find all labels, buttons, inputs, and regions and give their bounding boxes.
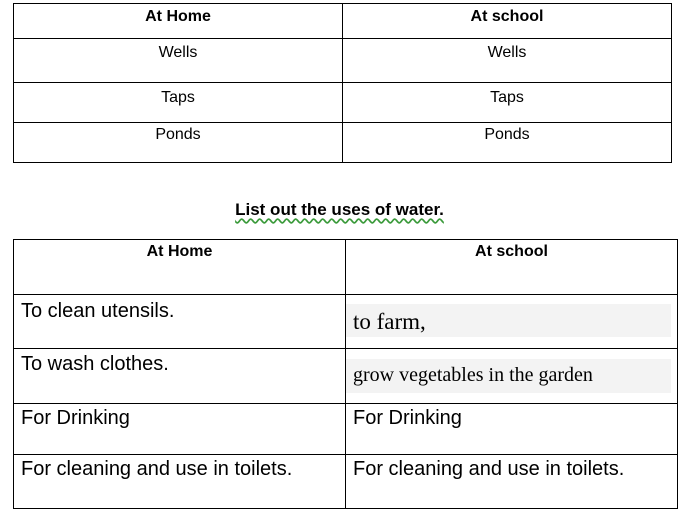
water-sources-table — [13, 3, 672, 163]
table-row — [14, 404, 678, 455]
section-heading-text: List out the uses of water. — [235, 200, 444, 219]
table-cell: To wash clothes. — [14, 349, 346, 404]
pasted-text: grow vegetables in the garden — [346, 359, 671, 393]
pasted-text: to farm, — [346, 304, 671, 337]
table-cell — [346, 295, 678, 349]
table-cell: For Drinking — [346, 404, 678, 455]
water-uses-table — [13, 239, 678, 509]
table-cell: Wells — [343, 39, 672, 83]
table-cell: For cleaning and use in toilets. — [14, 455, 346, 509]
section-heading — [0, 200, 679, 220]
table-cell: For Drinking — [14, 404, 346, 455]
table-row — [14, 83, 672, 123]
column-header-at-school: At school — [343, 4, 672, 39]
table-header-row — [14, 240, 678, 295]
column-header-at-school: At school — [346, 240, 678, 295]
table-cell: Wells — [14, 39, 343, 83]
table-cell — [346, 349, 678, 404]
table-cell: Taps — [14, 83, 343, 123]
table-cell: Ponds — [14, 123, 343, 163]
table-cell: To clean utensils. — [14, 295, 346, 349]
table-cell: For cleaning and use in toilets. — [346, 455, 678, 509]
table-row — [14, 455, 678, 509]
table-cell: Ponds — [343, 123, 672, 163]
table-cell: Taps — [343, 83, 672, 123]
table-row — [14, 349, 678, 404]
column-header-at-home: At Home — [14, 240, 346, 295]
table-row — [14, 295, 678, 349]
table-header-row — [14, 4, 672, 39]
column-header-at-home: At Home — [14, 4, 343, 39]
table-row — [14, 123, 672, 163]
table-row — [14, 39, 672, 83]
